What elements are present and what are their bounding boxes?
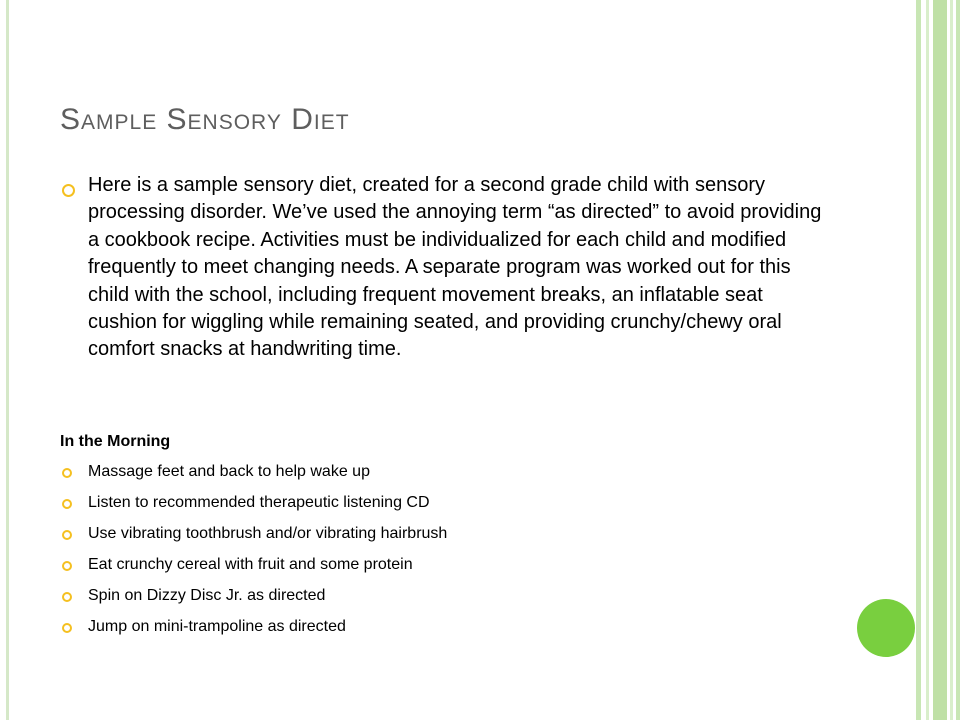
list-item-text: Spin on Dizzy Disc Jr. as directed [88,587,326,604]
decor-bar [956,0,960,720]
decorative-green-circle [857,599,915,657]
list-item-text: Eat crunchy cereal with fruit and some protein [88,556,413,573]
decor-bar [926,0,929,720]
decor-bar [916,0,921,720]
bullet-circle-icon [62,184,75,197]
bullet-circle-icon [62,468,72,478]
bullet-circle-icon [62,623,72,633]
intro-paragraph: Here is a sample sensory diet, created for a second grade child with sensory processing disorder. We’ve used the annoying term “as directed” to avoid providing a cookbook recipe. Activities must be individualized for each child and modified frequently to meet changing needs. A separate program was worked out for this child with the school, including frequent movement breaks, an inflatable seat cushion for wiggling while remaining seated, and providing crunchy/chewy oral comfort snacks at handwriting time. [88,174,822,361]
bullet-circle-icon [62,499,72,509]
list-item-text: Use vibrating toothbrush and/or vibrating hairbrush [88,525,448,542]
list-item-text: Listen to recommended therapeutic listening CD [88,494,430,511]
left-decorative-rule [6,0,9,720]
list-item-text: Jump on mini-trampoline as directed [88,618,346,635]
slide-title: Sample Sensory Diet [60,103,350,136]
decor-bar [933,0,947,720]
bullet-circle-icon [62,530,72,540]
list-item-text: Massage feet and back to help wake up [88,463,370,480]
section-heading: In the Morning [60,433,171,450]
bullet-circle-icon [62,592,72,602]
decor-bar [950,0,953,720]
bullet-circle-icon [62,561,72,571]
right-decorative-bars [916,0,960,720]
